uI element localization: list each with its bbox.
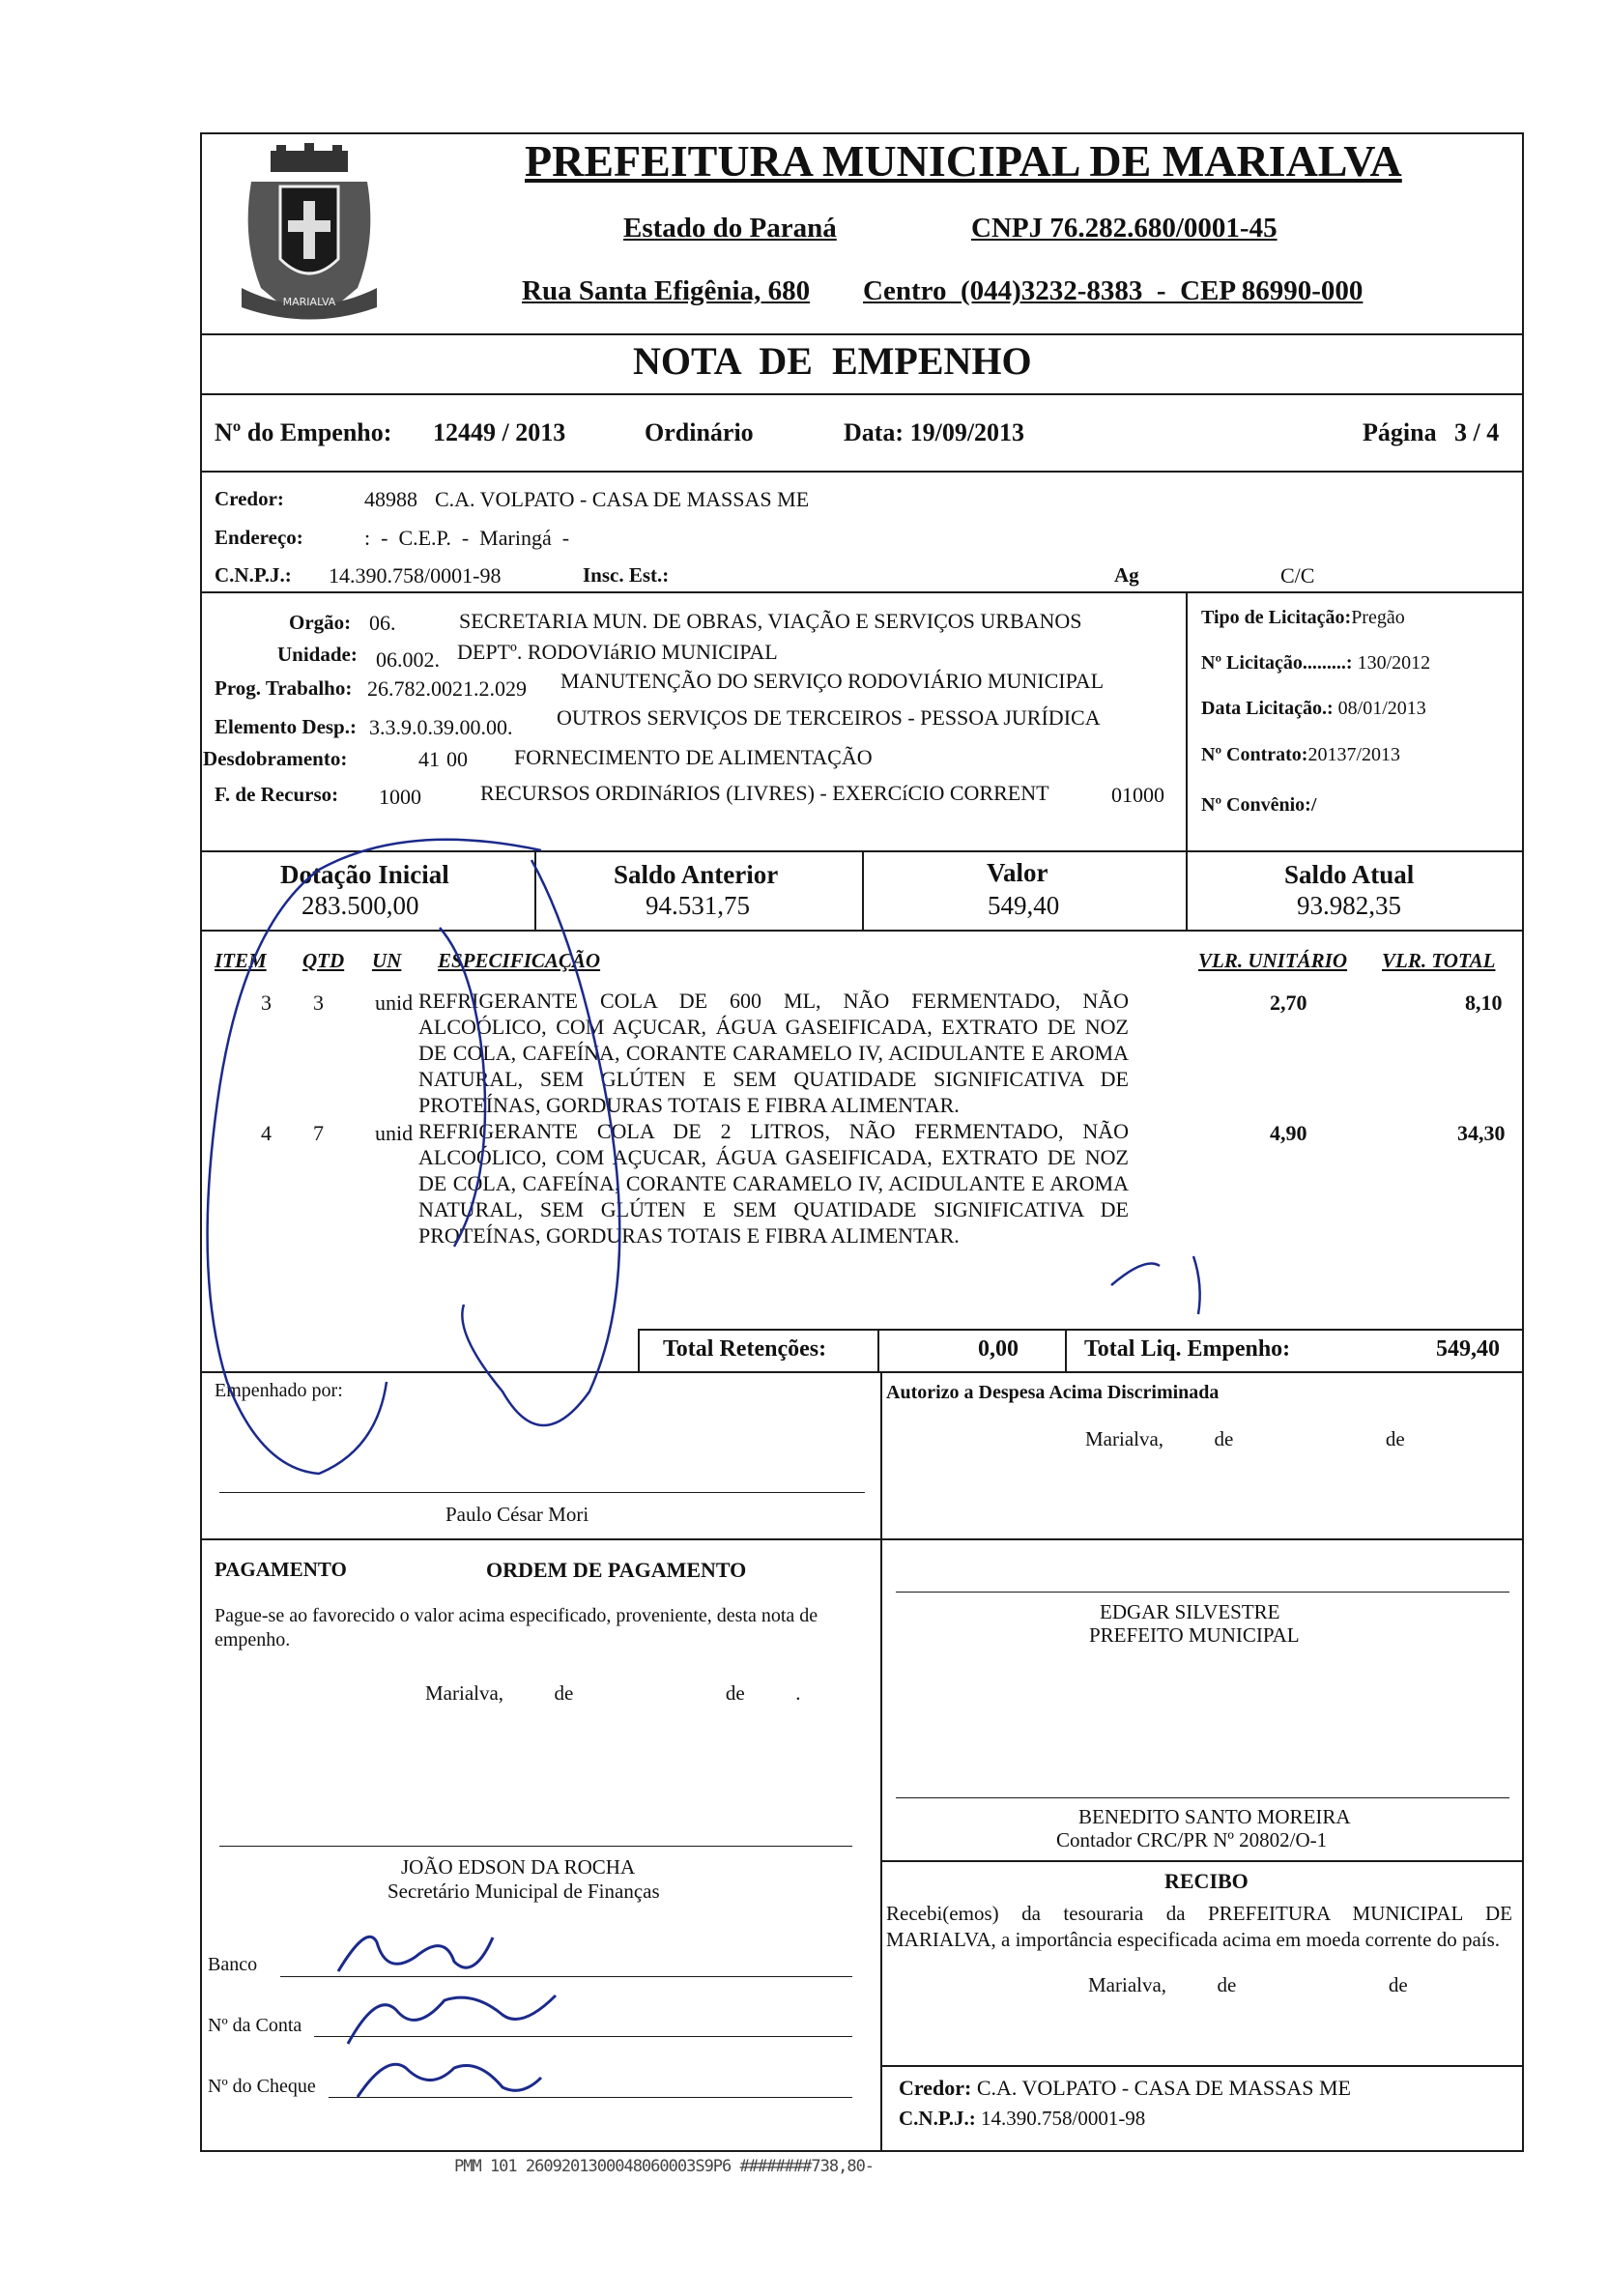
desdobramento-code2: 00 — [446, 747, 468, 771]
pagamento-city-line: Marialva, de de . — [425, 1681, 801, 1705]
cheque-label: Nº do Cheque — [208, 2076, 316, 2097]
prog-label: Prog. Trabalho: — [215, 676, 353, 700]
dotacao-label: Dotação Inicial — [280, 860, 449, 889]
item-number: 4 — [261, 1121, 272, 1145]
prog-code: 26.782.0021.2.029 — [367, 676, 527, 701]
pagamento-text: Pague-se ao favorecido o valor acima especificado, proveniente, desta nota de empenho. — [215, 1605, 818, 1650]
desdobramento-code1: 41 — [418, 747, 440, 771]
licitacao-data-label: Data Licitação.: — [1201, 698, 1334, 719]
recurso-code: 1000 — [379, 785, 421, 809]
autorizo-city-line: Marialva, de de — [1085, 1427, 1405, 1450]
col-item-header: ITEM — [215, 949, 267, 972]
licitacao-data — [1201, 698, 1426, 720]
recibo-credor-label: Credor: — [899, 2076, 972, 2100]
item-unit-value: 4,90 — [1270, 1121, 1307, 1145]
recurso-label: F. de Recurso: — [215, 783, 339, 806]
credor-cnpj-label: C.N.P.J.: — [215, 563, 292, 587]
col-un-header: UN — [372, 949, 402, 972]
svg-text:MARIALVA: MARIALVA — [282, 296, 336, 308]
elemento-code: 3.3.9.0.39.00.00. — [369, 715, 513, 739]
licitacao-contrato — [1201, 744, 1400, 766]
col-total-header: VLR. TOTAL — [1382, 949, 1496, 972]
col-qtd-header: QTD — [302, 949, 345, 972]
col-unit-header: VLR. UNITÁRIO — [1198, 949, 1348, 972]
endereco-value: : - C.E.P. - Maringá - — [364, 526, 570, 550]
empenhado-label: Empenhado por: — [215, 1380, 343, 1401]
recibo-city-line: Marialva, de de — [1088, 1973, 1408, 1996]
pagamento-label: PAGAMENTO — [215, 1558, 347, 1581]
recurso-value: RECURSOS ORDINáRIOS (LIVRES) - EXERCíCIO CORRENT — [480, 781, 1049, 805]
coat-of-arms-emblem — [232, 143, 387, 327]
prefeito-name: EDGAR SILVESTRE — [1100, 1600, 1280, 1623]
valor-value: 549,40 — [988, 891, 1060, 920]
autorizo-label: Autorizo a Despesa Acima Discriminada — [886, 1382, 1220, 1403]
secretario-title: Secretário Municipal de Finanças — [388, 1880, 660, 1903]
credor-label: Credor: — [215, 487, 284, 510]
contador-name: BENEDITO SANTO MOREIRA — [1078, 1805, 1351, 1828]
unidade-value: DEPTº. RODOVIáRIO MUNICIPAL — [457, 640, 778, 664]
item-spec: REFRIGERANTE COLA DE 600 ML, NÃO FERMENTADO, NÃO ALCOÓLICO, COM AÇUCAR, ÁGUA GASEIFICADA, EXTRATO DE NOZ DE COLA, CAFEÍNA, CORANTE CARAMELO IV, ACIDULANTE E AROMA NATURAL, SEM GLÚTEN E SEM QUATIDADE SIGNIFICATIVA DE PROTEÍNAS, GORDURAS TOTAIS E FIBRA ALIMENTAR. — [418, 989, 1129, 1117]
address-label: Rua Santa Efigênia, 680 — [522, 275, 811, 306]
liq-label: Total Liq. Empenho: — [1084, 1336, 1291, 1362]
banco-label: Banco — [208, 1954, 258, 1975]
empenho-date: Data: 19/09/2013 — [844, 418, 1025, 446]
valor-label: Valor — [987, 858, 1048, 887]
cnpj-label: CNPJ 76.282.680/0001-45 — [971, 213, 1278, 244]
orgao-value: SECRETARIA MUN. DE OBRAS, VIAÇÃO E SERVIÇOS URBANOS — [459, 609, 1082, 633]
recibo-cnpj — [899, 2107, 1145, 2131]
state-label: Estado do Paraná — [623, 213, 837, 244]
elemento-label: Elemento Desp.: — [215, 715, 357, 738]
item-unit-value: 2,70 — [1270, 990, 1307, 1015]
saldo-anterior-label: Saldo Anterior — [614, 860, 779, 889]
desdobramento-label: Desdobramento: — [203, 747, 348, 770]
recibo-cnpj-value: 14.390.758/0001-98 — [980, 2107, 1146, 2130]
recibo-text: Recebi(emos) da tesouraria da PREFEITURA MUNICIPAL DE MARIALVA, a importância especificada acima em moeda corrente do país. — [886, 1902, 1512, 1951]
licitacao-contrato-value: 20137/2013 — [1307, 744, 1401, 765]
recibo-credor — [899, 2076, 1351, 2101]
recibo-cnpj-label: C.N.P.J.: — [899, 2107, 976, 2130]
contact-label: Centro (044)3232-8383 - CEP 86990-000 — [863, 275, 1364, 306]
ordem-pagamento-label: ORDEM DE PAGAMENTO — [486, 1558, 747, 1582]
elemento-value: OUTROS SERVIÇOS DE TERCEIROS - PESSOA JURÍDICA — [557, 705, 1101, 730]
licitacao-contrato-label: Nº Contrato: — [1201, 744, 1308, 765]
desdobramento-value: FORNECIMENTO DE ALIMENTAÇÃO — [514, 745, 873, 769]
orgao-code: 06. — [369, 611, 396, 635]
recibo-title: RECIBO — [1164, 1869, 1249, 1893]
credor-code: 48988 — [364, 487, 417, 511]
item-un: unid — [375, 990, 414, 1015]
credor-cnpj: 14.390.758/0001-98 — [329, 563, 502, 588]
cc-label: C/C — [1280, 563, 1315, 588]
retencoes-label: Total Retenções: — [663, 1336, 827, 1362]
credor-name: C.A. VOLPATO - CASA DE MASSAS ME — [435, 487, 810, 511]
secretario-name: JOÃO EDSON DA ROCHA — [401, 1855, 636, 1879]
conta-label: Nº da Conta — [208, 2015, 302, 2036]
licitacao-num-label: Nº Licitação.........: — [1201, 652, 1353, 674]
empenhado-name: Paulo César Mori — [445, 1503, 589, 1526]
licitacao-num — [1201, 652, 1430, 674]
prog-value: MANUTENÇÃO DO SERVIÇO RODOVIÁRIO MUNICIPAL — [560, 669, 1105, 693]
empenho-label: Nº do Empenho: — [215, 418, 392, 446]
prefeito-title: PREFEITO MUNICIPAL — [1089, 1623, 1300, 1647]
document-title: NOTA DE EMPENHO — [633, 339, 1032, 383]
page-label: Página — [1363, 418, 1437, 446]
orgao-label: Orgão: — [289, 611, 352, 634]
empenho-type: Ordinário — [645, 418, 754, 446]
licitacao-data-value: 08/01/2013 — [1337, 698, 1426, 719]
unidade-label: Unidade: — [277, 643, 358, 666]
item-total-value: 8,10 — [1465, 990, 1503, 1015]
saldo-anterior-value: 94.531,75 — [646, 891, 750, 920]
unidade-code: 06.002. — [376, 647, 440, 672]
licitacao-convenio: Nº Convênio:/ — [1201, 794, 1317, 816]
saldo-atual-label: Saldo Atual — [1284, 860, 1415, 889]
dotacao-value: 283.500,00 — [302, 891, 419, 920]
contador-title: Contador CRC/PR Nº 20802/O-1 — [1056, 1828, 1328, 1851]
licitacao-num-value: 130/2012 — [1357, 652, 1431, 674]
licitacao-tipo-label: Tipo de Licitação: — [1201, 607, 1352, 628]
recurso-number: 01000 — [1111, 783, 1164, 807]
retencoes-value: 0,00 — [978, 1336, 1019, 1362]
endereco-label: Endereço: — [215, 526, 303, 549]
licitacao-tipo — [1201, 607, 1405, 629]
liq-value: 549,40 — [1436, 1336, 1500, 1362]
item-qtd: 3 — [313, 990, 324, 1015]
insc-label: Insc. Est.: — [583, 563, 670, 587]
item-qtd: 7 — [313, 1121, 324, 1145]
item-total-value: 34,30 — [1457, 1121, 1506, 1145]
item-number: 3 — [261, 990, 272, 1015]
page-title: PREFEITURA MUNICIPAL DE MARIALVA — [525, 136, 1402, 186]
col-spec-header: ESPECIFICAÇÃO — [438, 949, 601, 972]
item-un: unid — [375, 1121, 414, 1145]
item-spec: REFRIGERANTE COLA DE 2 LITROS, NÃO FERMENTADO, NÃO ALCOÓLICO, COM AÇUCAR, ÁGUA GASEIFICADA, EXTRATO DE NOZ DE COLA, CAFEÍNA, CORANTE CARAMELO IV, ACIDULANTE E AROMA NATURAL, SEM GLÚTEN E SEM QUATIDADE SIGNIFICATIVA DE PROTEÍNAS, GORDURAS TOTAIS E FIBRA ALIMENTAR. — [418, 1119, 1129, 1248]
empenho-number: 12449 / 2013 — [433, 418, 566, 446]
footer-code: PMM 101 2609201300048060003S9P6 ########738,80- — [454, 2157, 875, 2176]
saldo-atual-value: 93.982,35 — [1297, 891, 1401, 920]
recibo-credor-value: C.A. VOLPATO - CASA DE MASSAS ME — [976, 2076, 1351, 2100]
page-number: 3 / 4 — [1454, 418, 1500, 446]
licitacao-tipo-value: Pregão — [1351, 607, 1405, 628]
ag-label: Ag — [1114, 563, 1139, 587]
